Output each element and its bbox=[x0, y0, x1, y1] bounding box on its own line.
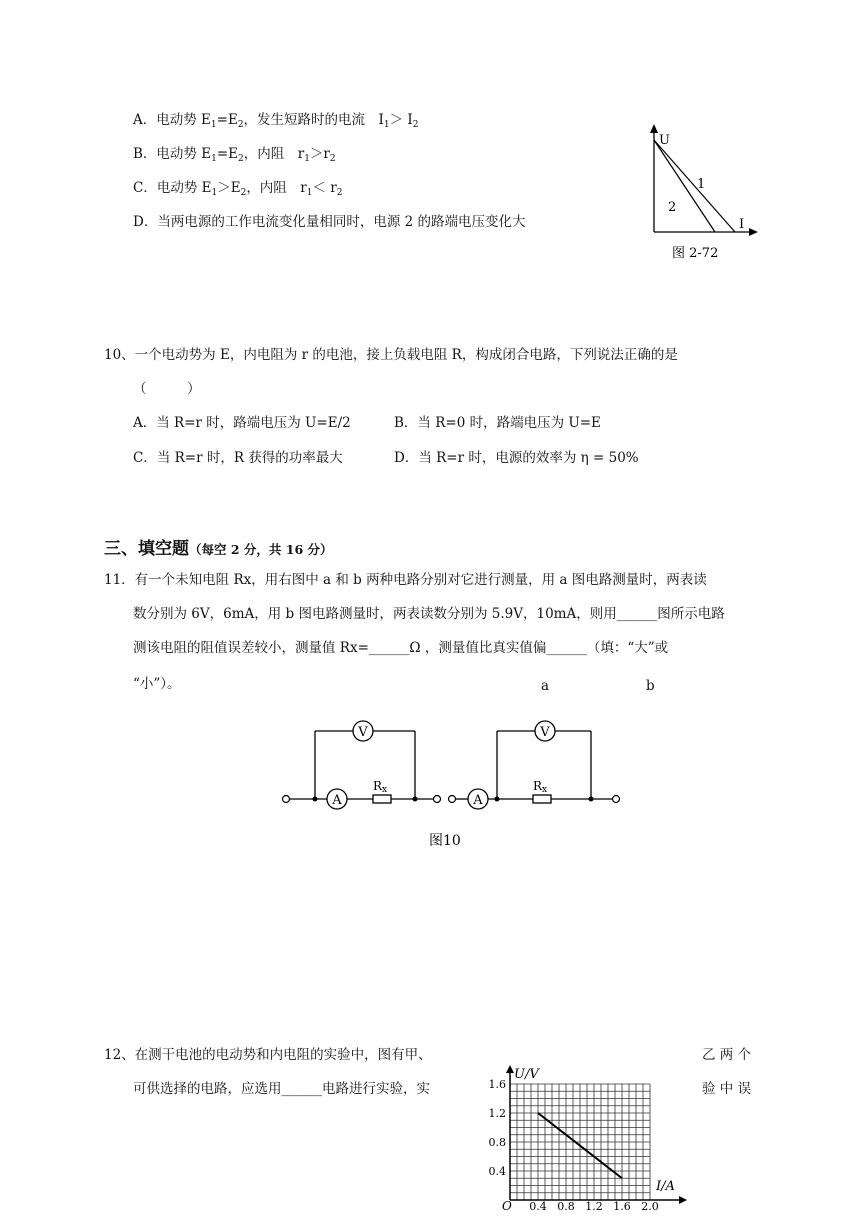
svg-text:Rx: Rx bbox=[533, 779, 548, 795]
q12-line-2-left: 可供选择的电路，应选用______电路进行实验，实 bbox=[133, 1081, 430, 1097]
section-note: （每空 2 分，共 16 分） bbox=[189, 542, 333, 557]
q9-option-d: D．当两电源的工作电流变化量相同时，电源 2 的路端电压变化大 bbox=[133, 214, 526, 230]
circuit-a-label: a bbox=[541, 678, 550, 694]
svg-text:A: A bbox=[473, 793, 483, 808]
graph-line-2-label: 2 bbox=[668, 200, 677, 215]
voltmeter-icon bbox=[353, 721, 373, 741]
resistor-icon bbox=[373, 779, 391, 803]
graph-line-1 bbox=[654, 140, 735, 232]
q9-option-a: A．电动势 $E_1=E_2$，发生短路时的电流 $I_1> I_2$ bbox=[133, 112, 419, 130]
svg-text:V: V bbox=[358, 725, 368, 740]
graph-y-label: U bbox=[659, 133, 670, 148]
ui-experiment-chart bbox=[480, 1062, 690, 1212]
graph-line-2 bbox=[654, 140, 715, 232]
q10-stem: 10、一个电动势为 E，内电阻为 r 的电池，接上负载电阻 R，构成闭合电路，下列说法正确的是 bbox=[104, 347, 678, 363]
y-tick-label: 0.8 bbox=[488, 1136, 506, 1149]
resistor-icon bbox=[533, 779, 551, 803]
chart-grid bbox=[510, 1084, 650, 1200]
x-tick-label: 1.6 bbox=[613, 1200, 631, 1212]
svg-text:V: V bbox=[540, 725, 550, 740]
ammeter-icon bbox=[468, 789, 488, 809]
graph-caption: 图 2-72 bbox=[672, 246, 719, 261]
x-axis-arrow-icon bbox=[679, 1196, 687, 1204]
circuit-figure-10 bbox=[275, 712, 625, 852]
graph-x-label: I bbox=[739, 217, 745, 232]
x-tick-label: 0.4 bbox=[529, 1200, 547, 1212]
q9-option-c: C．电动势 $E_1>E_2$，内阻 $r_1< r_2$ bbox=[133, 180, 343, 198]
q11-line-1: 11．有一个未知电阻 Rx，用右图中 a 和 b 两种电路分别对它进行测量，用 a 图电路测量时，两表读 bbox=[104, 572, 707, 588]
graph-line-1-label: 1 bbox=[697, 177, 706, 192]
y-tick-label: 0.4 bbox=[488, 1165, 506, 1178]
q11-line-3: 测该电阻的阻值误差较小，测量值 Rx=______Ω ，测量值比真实值偏______（填：“大”或 bbox=[133, 640, 669, 656]
x-tick-label: 0.8 bbox=[557, 1200, 575, 1212]
svg-text:A: A bbox=[332, 793, 342, 808]
x-axis-arrow-icon bbox=[749, 228, 758, 236]
q9-option-b: B．电动势 $E_1=E_2$，内阻 $r_1>r_2$ bbox=[133, 146, 336, 164]
y-tick-label: 1.2 bbox=[488, 1107, 506, 1120]
q10-option-d: D．当 R=r 时，电源的效率为 η = 50% bbox=[394, 450, 639, 466]
x-tick-label: 2.0 bbox=[641, 1200, 659, 1212]
q12-line-1-right: 乙 两 个 bbox=[702, 1047, 752, 1063]
ui-graph-2-72 bbox=[640, 120, 770, 265]
chart-y-label: U/V bbox=[514, 1067, 539, 1082]
x-tick-label: 1.2 bbox=[585, 1200, 603, 1212]
y-axis-arrow-icon bbox=[506, 1065, 514, 1073]
q10-answer-paren: （ ） bbox=[133, 381, 201, 397]
voltmeter-icon bbox=[535, 721, 555, 741]
svg-text:Rx: Rx bbox=[373, 779, 388, 795]
q10-option-b: B．当 R=0 时，路端电压为 U=E bbox=[394, 415, 601, 431]
section-heading bbox=[104, 534, 333, 559]
ammeter-icon bbox=[327, 789, 347, 809]
q10-option-c: C．当 R=r 时，R 获得的功率最大 bbox=[133, 450, 343, 466]
q11-line-2: 数分别为 6V，6mA，用 b 图电路测量时，两表读数分别为 5.9V，10mA，则用______图所示电路 bbox=[133, 606, 725, 622]
q10-option-a: A．当 R=r 时，路端电压为 U=E/2 bbox=[133, 415, 351, 431]
q11-line-4: “小”）。 bbox=[133, 676, 181, 692]
chart-x-label: I/A bbox=[656, 1179, 675, 1194]
chart-origin: O bbox=[502, 1199, 512, 1212]
circuit-b-label: b bbox=[646, 678, 655, 694]
chart-tick-labels bbox=[489, 1078, 659, 1212]
circuit-caption: 图10 bbox=[429, 833, 461, 849]
section-title: 三、填空题 bbox=[104, 539, 189, 559]
y-tick-label: 1.6 bbox=[488, 1078, 506, 1091]
y-axis-arrow-icon bbox=[650, 124, 658, 133]
q12-line-1-left: 12、在测干电池的电动势和内电阻的实验中，图有甲、 bbox=[104, 1047, 432, 1063]
q12-line-2-right: 验 中 误 bbox=[702, 1081, 752, 1097]
